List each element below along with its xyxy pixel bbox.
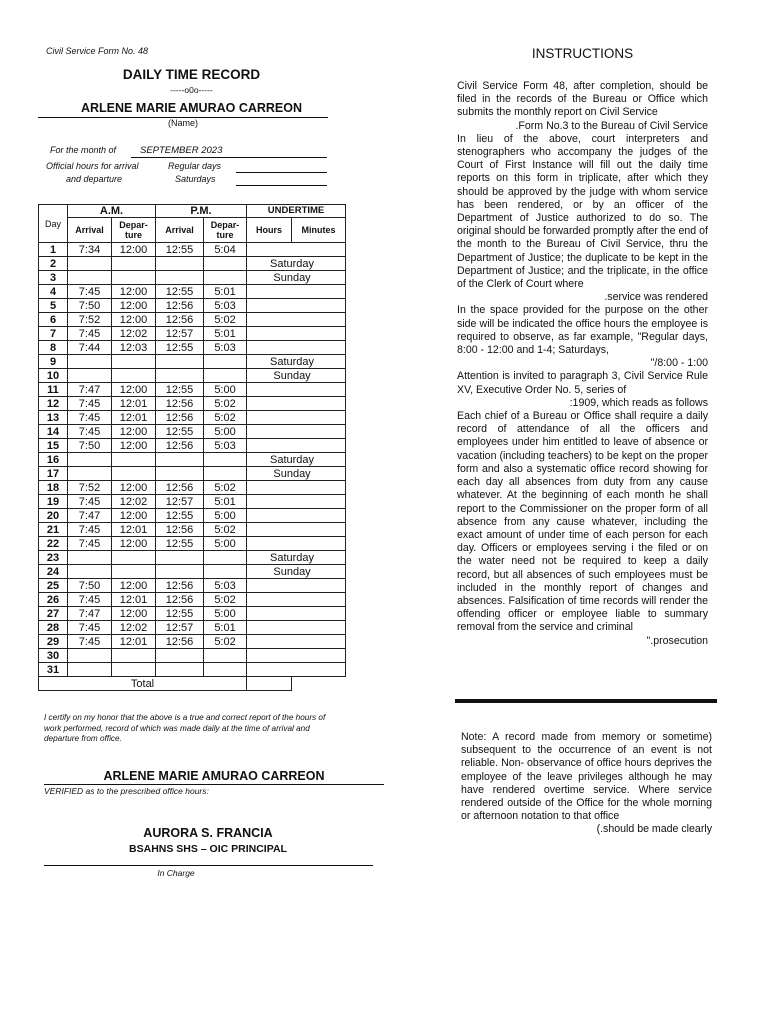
day-note: Sunday <box>247 565 346 579</box>
total-label: Total <box>39 677 247 691</box>
undertime-minutes <box>292 579 346 593</box>
am-departure: 12:00 <box>112 481 156 495</box>
note-paragraph: (.should be made clearly <box>596 823 712 836</box>
pm-departure <box>204 551 247 565</box>
pm-arrival: 12:55 <box>156 243 204 257</box>
am-arrival: 7:47 <box>68 509 112 523</box>
am-departure: 12:02 <box>112 327 156 341</box>
pm-arrival <box>156 271 204 285</box>
undertime-minutes <box>292 313 346 327</box>
table-row <box>39 299 346 313</box>
undertime-hours <box>247 313 292 327</box>
undertime-hours <box>247 341 292 355</box>
table-row <box>39 369 346 383</box>
undertime-hours <box>247 649 292 663</box>
undertime-hours-header: Hours <box>247 218 292 243</box>
form-number: Civil Service Form No. 48 <box>46 46 149 56</box>
regular-days-label: Regular days <box>168 161 222 171</box>
undertime-hours <box>247 327 292 341</box>
undertime-hours <box>247 579 292 593</box>
undertime-minutes <box>292 621 346 635</box>
pm-departure <box>204 467 247 481</box>
instructions-title: INSTRUCTIONS <box>531 46 634 61</box>
day-number: 2 <box>39 257 68 271</box>
undertime-minutes <box>292 481 346 495</box>
table-row <box>39 551 346 565</box>
day-number: 16 <box>39 453 68 467</box>
table-row <box>39 607 346 621</box>
table-row <box>39 327 346 341</box>
pm-arrival <box>156 369 204 383</box>
undertime-hours <box>247 495 292 509</box>
am-arrival: 7:45 <box>68 621 112 635</box>
table-row <box>39 635 346 649</box>
undertime-minutes <box>292 523 346 537</box>
undertime-minutes <box>292 649 346 663</box>
dtr-body <box>39 243 346 677</box>
day-number: 26 <box>39 593 68 607</box>
day-number: 22 <box>39 537 68 551</box>
am-arrival <box>68 551 112 565</box>
am-departure: 12:01 <box>112 523 156 537</box>
instructions-body <box>457 80 708 648</box>
undertime-hours <box>247 243 292 257</box>
pm-arrival <box>156 355 204 369</box>
pm-departure: 5:02 <box>204 411 247 425</box>
day-number: 10 <box>39 369 68 383</box>
pm-arrival <box>156 663 204 677</box>
pm-departure: 5:04 <box>204 243 247 257</box>
am-arrival: 7:45 <box>68 285 112 299</box>
am-departure: 12:00 <box>112 439 156 453</box>
day-number: 31 <box>39 663 68 677</box>
pm-departure: 5:00 <box>204 383 247 397</box>
pm-arrival: 12:55 <box>156 537 204 551</box>
day-number: 30 <box>39 649 68 663</box>
pm-departure: 5:02 <box>204 397 247 411</box>
table-row <box>39 355 346 369</box>
day-note: Sunday <box>247 369 346 383</box>
am-arrival: 7:47 <box>68 383 112 397</box>
title-ornament: -----o0o----- <box>170 85 213 95</box>
instruction-paragraph: ".prosecution <box>646 634 708 647</box>
pm-departure <box>204 355 247 369</box>
pm-arrival: 12:55 <box>156 285 204 299</box>
day-number: 11 <box>39 383 68 397</box>
signatory-line <box>44 784 384 785</box>
verified-text: VERIFIED as to the prescribed office hours: <box>44 786 209 796</box>
undertime-minutes <box>292 327 346 341</box>
am-departure <box>112 551 156 565</box>
pm-header: P.M. <box>156 205 247 218</box>
table-row <box>39 579 346 593</box>
certification-text: I certify on my honor that the above is a true and correct report of the hours of work performed, record of which was made daily at the time of arrival and departure from office. <box>44 713 326 743</box>
day-note: Saturday <box>247 257 346 271</box>
official-hours-label-1: Official hours for arrival <box>46 161 139 171</box>
pm-departure <box>204 271 247 285</box>
instruction-paragraph: .Form No.3 to the Bureau of Civil Service <box>515 119 708 132</box>
instruction-paragraph: In the space provided for the purpose on the other side will be indicated the office hours the employee is required to observe, as far example, "Regular days, 8:00 - 12:00 and 1-4; Saturdays, <box>457 304 708 357</box>
undertime-minutes <box>292 495 346 509</box>
undertime-hours <box>247 537 292 551</box>
pm-departure-header: Depar- ture <box>204 218 247 243</box>
am-arrival: 7:45 <box>68 593 112 607</box>
table-row <box>39 593 346 607</box>
day-number: 29 <box>39 635 68 649</box>
undertime-minutes <box>292 607 346 621</box>
undertime-hours <box>247 663 292 677</box>
pm-departure: 5:00 <box>204 537 247 551</box>
day-number: 21 <box>39 523 68 537</box>
am-arrival: 7:52 <box>68 313 112 327</box>
signatory-name: ARLENE MARIE AMURAO CARREON <box>103 769 325 783</box>
day-number: 23 <box>39 551 68 565</box>
pm-arrival <box>156 453 204 467</box>
table-row <box>39 243 346 257</box>
table-row <box>39 663 346 677</box>
name-caption: (Name) <box>167 118 198 128</box>
pm-departure <box>204 565 247 579</box>
am-departure <box>112 355 156 369</box>
table-row <box>39 649 346 663</box>
am-arrival: 7:45 <box>68 635 112 649</box>
am-departure: 12:01 <box>112 635 156 649</box>
day-number: 14 <box>39 425 68 439</box>
pm-departure: 5:01 <box>204 285 247 299</box>
undertime-minutes <box>292 243 346 257</box>
day-number: 13 <box>39 411 68 425</box>
pm-departure: 5:02 <box>204 593 247 607</box>
table-row <box>39 425 346 439</box>
pm-arrival: 12:56 <box>156 411 204 425</box>
undertime-minutes <box>292 439 346 453</box>
pm-arrival: 12:55 <box>156 425 204 439</box>
am-departure: 12:01 <box>112 397 156 411</box>
month-label: For the month of <box>50 145 117 155</box>
am-departure <box>112 663 156 677</box>
undertime-hours <box>247 439 292 453</box>
pm-arrival <box>156 565 204 579</box>
undertime-minutes <box>292 383 346 397</box>
am-arrival: 7:44 <box>68 341 112 355</box>
am-departure <box>112 565 156 579</box>
am-departure <box>112 257 156 271</box>
day-number: 20 <box>39 509 68 523</box>
pm-departure <box>204 453 247 467</box>
pm-departure: 5:02 <box>204 635 247 649</box>
form-title: DAILY TIME RECORD <box>122 67 261 82</box>
pm-departure: 5:00 <box>204 425 247 439</box>
pm-departure: 5:00 <box>204 509 247 523</box>
undertime-minutes <box>292 663 346 677</box>
table-row <box>39 523 346 537</box>
am-departure: 12:00 <box>112 313 156 327</box>
table-row <box>39 397 346 411</box>
am-departure: 12:00 <box>112 537 156 551</box>
table-row <box>39 257 346 271</box>
am-departure <box>112 467 156 481</box>
am-departure: 12:00 <box>112 285 156 299</box>
pm-arrival: 12:55 <box>156 607 204 621</box>
undertime-minutes <box>292 593 346 607</box>
am-departure: 12:03 <box>112 341 156 355</box>
pm-arrival <box>156 257 204 271</box>
am-arrival: 7:50 <box>68 439 112 453</box>
day-number: 4 <box>39 285 68 299</box>
employee-name: ARLENE MARIE AMURAO CARREON <box>80 101 303 115</box>
day-number: 1 <box>39 243 68 257</box>
table-row <box>39 411 346 425</box>
table-row <box>39 271 346 285</box>
pm-arrival: 12:56 <box>156 299 204 313</box>
undertime-hours <box>247 411 292 425</box>
table-row <box>39 509 346 523</box>
am-arrival <box>68 467 112 481</box>
day-note: Saturday <box>247 453 346 467</box>
total-hours <box>247 677 292 691</box>
undertime-minutes <box>292 411 346 425</box>
am-departure <box>112 369 156 383</box>
day-header: Day <box>39 205 68 243</box>
am-arrival: 7:52 <box>68 481 112 495</box>
instruction-paragraph: Civil Service Form 48, after completion, should be filed in the records of the Bureau or Office which submits the monthly report on Civil Service <box>457 80 708 119</box>
am-departure: 12:00 <box>112 607 156 621</box>
undertime-minutes <box>292 341 346 355</box>
pm-arrival-header: Arrival <box>156 218 204 243</box>
instruction-paragraph: :1909, which reads as follows <box>569 396 708 409</box>
pm-arrival: 12:55 <box>156 383 204 397</box>
instructions-divider <box>455 699 717 703</box>
instruction-paragraph: Each chief of a Bureau or Office shall require a daily record of attendance of all the officers and employees under him entitled to leave of absence or vacation (including teachers) to be kept on the proper form and also a systematic office record showing for each day all absences from duty from any cause whatever. At the beginning of each month he shall report to the Commissioner on the proper form of all absence from any cause whatever, including the exact amount of under time of each person for each day. Officers or employees serving i the filed or on the water need not be required to keep a daily record, but all absences of such employees must be included in the monthly report of changes and absences. Falsification of time records will render the offending officer or employee liable to summary removal from the service and criminal <box>457 410 708 634</box>
dtr-table <box>38 204 346 691</box>
undertime-minutes <box>292 635 346 649</box>
am-arrival: 7:45 <box>68 411 112 425</box>
pm-arrival <box>156 649 204 663</box>
pm-departure: 5:02 <box>204 481 247 495</box>
am-arrival <box>68 257 112 271</box>
undertime-hours <box>247 299 292 313</box>
pm-arrival: 12:56 <box>156 579 204 593</box>
day-number: 15 <box>39 439 68 453</box>
undertime-minutes <box>292 285 346 299</box>
am-arrival: 7:45 <box>68 327 112 341</box>
am-arrival: 7:47 <box>68 607 112 621</box>
am-arrival: 7:50 <box>68 579 112 593</box>
table-row <box>39 565 346 579</box>
undertime-minutes <box>292 397 346 411</box>
day-number: 25 <box>39 579 68 593</box>
pm-arrival: 12:55 <box>156 509 204 523</box>
note-body <box>461 731 712 837</box>
pm-arrival: 12:56 <box>156 523 204 537</box>
am-arrival <box>68 271 112 285</box>
day-number: 28 <box>39 621 68 635</box>
pm-departure: 5:03 <box>204 579 247 593</box>
saturdays-line <box>236 185 327 186</box>
am-arrival <box>68 663 112 677</box>
verifier-line <box>44 865 373 866</box>
am-arrival: 7:45 <box>68 495 112 509</box>
pm-departure: 5:03 <box>204 341 247 355</box>
table-row <box>39 285 346 299</box>
pm-departure <box>204 663 247 677</box>
am-arrival: 7:45 <box>68 537 112 551</box>
month-underline <box>131 157 327 158</box>
undertime-hours <box>247 607 292 621</box>
am-arrival-header: Arrival <box>68 218 112 243</box>
am-departure: 12:00 <box>112 299 156 313</box>
am-departure: 12:00 <box>112 579 156 593</box>
day-number: 18 <box>39 481 68 495</box>
am-arrival <box>68 453 112 467</box>
am-arrival <box>68 649 112 663</box>
am-arrival: 7:50 <box>68 299 112 313</box>
table-row <box>39 481 346 495</box>
undertime-minutes-header: Minutes <box>292 218 346 243</box>
day-number: 6 <box>39 313 68 327</box>
am-arrival <box>68 369 112 383</box>
undertime-minutes <box>292 509 346 523</box>
pm-arrival: 12:55 <box>156 341 204 355</box>
total-row <box>39 677 346 691</box>
in-charge-caption: In Charge <box>157 868 195 878</box>
day-note: Sunday <box>247 271 346 285</box>
undertime-minutes <box>292 537 346 551</box>
pm-departure: 5:00 <box>204 607 247 621</box>
pm-departure: 5:01 <box>204 327 247 341</box>
day-number: 3 <box>39 271 68 285</box>
day-number: 17 <box>39 467 68 481</box>
instruction-paragraph: "/8:00 - 1:00 <box>650 357 708 370</box>
pm-arrival: 12:56 <box>156 439 204 453</box>
instruction-paragraph: .service was rendered <box>604 291 708 304</box>
table-row <box>39 495 346 509</box>
pm-departure: 5:03 <box>204 439 247 453</box>
day-number: 24 <box>39 565 68 579</box>
pm-departure <box>204 369 247 383</box>
pm-departure <box>204 257 247 271</box>
am-arrival <box>68 355 112 369</box>
pm-departure: 5:03 <box>204 299 247 313</box>
am-arrival: 7:45 <box>68 397 112 411</box>
undertime-hours <box>247 523 292 537</box>
table-row <box>39 453 346 467</box>
day-number: 7 <box>39 327 68 341</box>
undertime-minutes <box>292 299 346 313</box>
table-row <box>39 341 346 355</box>
instruction-paragraph: Attention is invited to paragraph 3, Civil Service Rule XV, Executive Order No. 5, series of <box>457 370 708 396</box>
am-departure: 12:02 <box>112 495 156 509</box>
undertime-minutes <box>292 425 346 439</box>
undertime-hours <box>247 285 292 299</box>
total-minutes <box>292 677 346 691</box>
pm-arrival: 12:57 <box>156 327 204 341</box>
pm-arrival: 12:56 <box>156 635 204 649</box>
pm-departure <box>204 649 247 663</box>
undertime-hours <box>247 621 292 635</box>
am-arrival <box>68 565 112 579</box>
pm-departure: 5:01 <box>204 495 247 509</box>
day-number: 19 <box>39 495 68 509</box>
day-number: 12 <box>39 397 68 411</box>
undertime-hours <box>247 481 292 495</box>
undertime-hours <box>247 397 292 411</box>
pm-departure: 5:02 <box>204 313 247 327</box>
table-row <box>39 621 346 635</box>
day-number: 5 <box>39 299 68 313</box>
am-departure: 12:02 <box>112 621 156 635</box>
pm-arrival: 12:57 <box>156 495 204 509</box>
am-arrival: 7:45 <box>68 425 112 439</box>
undertime-hours <box>247 593 292 607</box>
instruction-paragraph: In lieu of the above, court interpreters and stenographers who accompany the judges of the Court of First Instance will fill out the daily time reports on this form in triplicate, after which they should be approved by the judge with whom service has been rendered, or by an officer of the Department of Justice authorized to do so. The original should be forwarded promptly after the end of the month to the Bureau of Civil Service, thru the Department of Justice; the duplicate to be kept in the Department of Justice; and the triplicate, in the office of the Clerk of Court where <box>457 132 708 291</box>
pm-departure: 5:02 <box>204 523 247 537</box>
day-number: 27 <box>39 607 68 621</box>
am-departure-header: Depar- ture <box>112 218 156 243</box>
am-arrival: 7:45 <box>68 523 112 537</box>
day-note: Sunday <box>247 467 346 481</box>
am-departure: 12:00 <box>112 243 156 257</box>
day-note: Saturday <box>247 551 346 565</box>
pm-arrival: 12:57 <box>156 621 204 635</box>
saturdays-label: Saturdays <box>175 174 216 184</box>
regular-days-line <box>236 172 327 173</box>
pm-arrival <box>156 551 204 565</box>
pm-arrival: 12:56 <box>156 397 204 411</box>
official-hours-label-2: and departure <box>66 174 123 184</box>
pm-departure: 5:01 <box>204 621 247 635</box>
am-departure: 12:00 <box>112 383 156 397</box>
pm-arrival: 12:56 <box>156 481 204 495</box>
day-number: 9 <box>39 355 68 369</box>
pm-arrival: 12:56 <box>156 313 204 327</box>
am-departure: 12:01 <box>112 411 156 425</box>
am-departure: 12:00 <box>112 509 156 523</box>
table-row <box>39 467 346 481</box>
am-departure <box>112 453 156 467</box>
note-paragraph: Note: A record made from memory or sometime) subsequent to the occurrence of an event is not reliable. Non- observance of office hours deprives the employee of the leave privileges although he may have rendered overtime service. Where service rendered outside of the Office for the whole morning or afternoon notation to that office <box>461 731 712 823</box>
undertime-header: UNDERTIME <box>247 205 346 218</box>
verifier-name: AURORA S. FRANCIA <box>143 826 273 840</box>
am-departure <box>112 271 156 285</box>
table-row <box>39 383 346 397</box>
am-departure: 12:01 <box>112 593 156 607</box>
table-row <box>39 439 346 453</box>
day-note: Saturday <box>247 355 346 369</box>
undertime-hours <box>247 635 292 649</box>
pm-arrival: 12:56 <box>156 593 204 607</box>
undertime-hours <box>247 509 292 523</box>
table-row <box>39 537 346 551</box>
table-row <box>39 313 346 327</box>
day-number: 8 <box>39 341 68 355</box>
undertime-hours <box>247 383 292 397</box>
undertime-hours <box>247 425 292 439</box>
am-arrival: 7:34 <box>68 243 112 257</box>
month-value: SEPTEMBER 2023 <box>140 145 223 156</box>
am-header: A.M. <box>68 205 156 218</box>
am-departure: 12:00 <box>112 425 156 439</box>
pm-arrival <box>156 467 204 481</box>
am-departure <box>112 649 156 663</box>
verifier-title: BSAHNS SHS – OIC PRINCIPAL <box>129 843 287 855</box>
